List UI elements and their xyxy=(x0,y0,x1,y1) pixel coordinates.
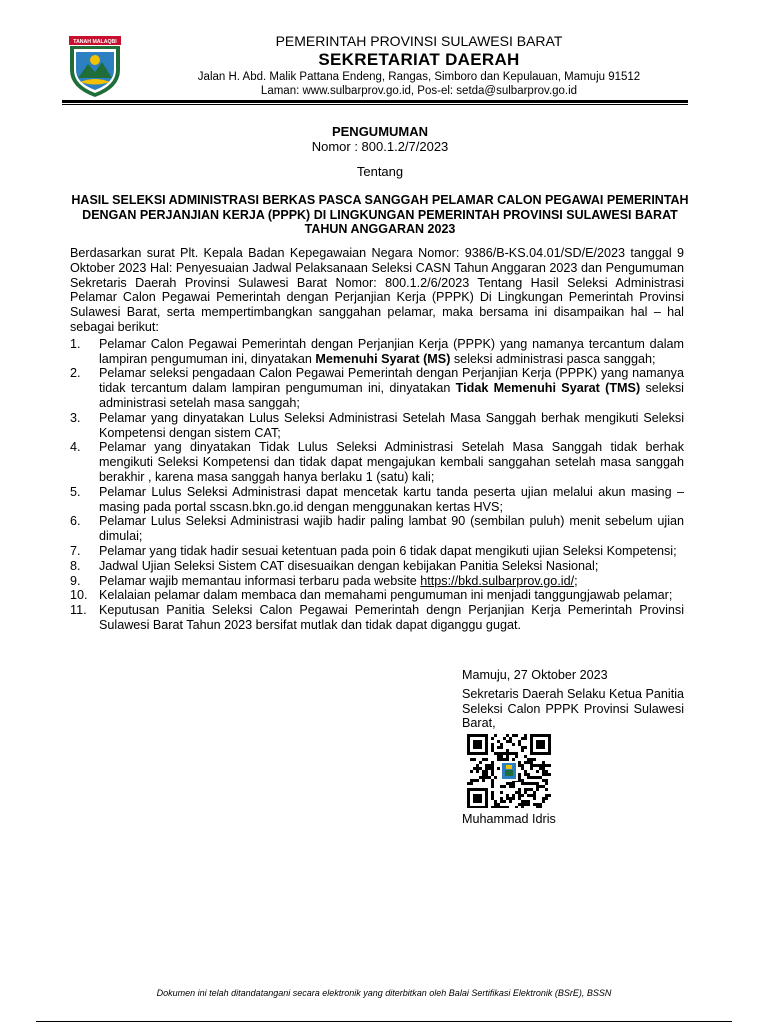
signature-place-date: Mamuju, 27 Oktober 2023 xyxy=(462,668,608,682)
office-name: SEKRETARIAT DAERAH xyxy=(318,50,520,69)
announcement-body xyxy=(70,246,684,633)
list-item xyxy=(70,366,684,410)
item-text: Pelamar Lulus Seleksi Administrasi dapat mencetak kartu tanda peserta ujian melalui akun masing – masing pada portal sscasn.bkn.go.id dengan menggunakan kertas HVS; xyxy=(99,484,684,514)
list-item xyxy=(70,559,684,574)
announcement-about: Tentang xyxy=(356,164,404,179)
item-number: 11. xyxy=(70,603,87,618)
qr-signature-code-icon xyxy=(467,734,551,808)
list-item xyxy=(70,411,684,441)
provincial-emblem-icon xyxy=(66,36,124,98)
item-text: Pelamar wajib memantau informasi terbaru pada website xyxy=(99,573,421,588)
item-number: 5. xyxy=(70,484,81,499)
item-text: Keputusan Panitia Seleksi Calon Pegawai Pemerintah dengn Perjanjian Kerja Pemerintah Provinsi Sulawesi Barat Tahun 2023 bersifat mutlak dan tidak dapat diganggu gugat. xyxy=(99,603,684,632)
signatory-name: Muhammad Idris xyxy=(462,812,556,826)
letterhead xyxy=(60,30,700,102)
footer-rule xyxy=(36,1021,732,1022)
list-item xyxy=(70,574,684,589)
item-text: Jadwal Ujian Seleksi Sistem CAT disesuaikan dengan kebijakan Panitia Seleksi Nasional; xyxy=(99,558,599,573)
item-text: Pelamar yang tidak hadir sesuai ketentuan pada poin 6 tidak dapat mengikuti ujian Seleksi Kompetensi; xyxy=(99,543,677,558)
list-item xyxy=(70,603,684,633)
item-text: Pelamar Lulus Seleksi Administrasi wajib hadir paling lambat 90 (sembilan puluh) menit sebelum ujian dimulai; xyxy=(99,514,684,544)
office-contact: Laman: www.sulbarprov.go.id, Pos-el: setda@sulbarprov.go.id xyxy=(260,85,578,97)
item-number: 4. xyxy=(70,440,81,455)
item-number: 1. xyxy=(70,336,81,351)
item-number: 9. xyxy=(70,573,81,588)
announcement-number: Nomor : 800.1.2/7/2023 xyxy=(311,139,449,154)
item-text-tail: ; xyxy=(574,573,578,588)
list-item xyxy=(70,588,684,603)
item-number: 10. xyxy=(70,588,88,603)
bkd-website-link[interactable]: https://bkd.sulbarprov.go.id/ xyxy=(420,573,575,588)
item-text: Kelalaian pelamar dalam membaca dan memahami pengumuman ini menjadi tanggungjawab pelamar; xyxy=(99,588,673,603)
item-emphasis: Memenuhi Syarat (MS) xyxy=(315,351,451,366)
item-text: Pelamar yang dinyatakan Tidak Lulus Seleksi Administrasi Setelah Masa Sanggah tidak berhak mengikuti Seleksi Kompetensi dan tidak dapat mengajukan kembali sanggahan setelah masa sanggah berakhir , karena masa sanggah hanya berlaku 1 (satu) kali; xyxy=(99,440,684,484)
item-number: 3. xyxy=(70,410,81,425)
emblem-label: TANAH MALAQBI xyxy=(73,38,117,45)
list-item xyxy=(70,544,684,559)
announcement-subject: HASIL SELEKSI ADMINISTRASI BERKAS PASCA SANGGAH PELAMAR CALON PEGAWAI PEMERINTAH DENGAN PERJANJIAN KERJA (PPPK) DI LINGKUNGAN PEMERINTAH PROVINSI SULAWESI BARAT TAHUN ANGGARAN 2023 xyxy=(71,193,689,236)
list-item xyxy=(70,337,684,367)
intro-paragraph: Berdasarkan surat Plt. Kepala Badan Kepegawaian Negara Nomor: 9386/B-KS.04.01/SD/E/2023 tanggal 9 Oktober 2023 Hal: Penyesuaian Jadwal Pelaksanaan Seleksi CASN Tahun Anggaran 2023 dan Pengumuman Sekretaris Daerah Provinsi Sulawesi Barat Nomor: 800.1.2/6/2023 Tentang Hasil Seleksi Administrasi Pelamar Calon Pegawai Pemerintah dengan Perjanjian Kerja (PPPK) Di Lingkungan Pemerintah Provinsi Sulawesi Barat, serta mempertimbangkan sanggahan pelamar, maka bersama ini disampaikan hal – hal sebagai berikut: xyxy=(70,246,684,334)
item-text-tail: seleksi administrasi setelah masa sanggah; xyxy=(99,381,684,410)
announcement-list xyxy=(70,337,684,633)
item-emphasis: Tidak Memenuhi Syarat (TMS) xyxy=(455,381,641,396)
e-signature-footer-note: Dokumen ini telah ditandatangani secara elektronik yang diterbitkan oleh Balai Sertifikasi Elektronik (BSrE), BSSN xyxy=(156,988,612,998)
item-text: Pelamar yang dinyatakan Lulus Seleksi Administrasi Setelah Masa Sanggah berhak mengikuti Seleksi Kompetensi dengan sistem CAT; xyxy=(99,410,684,440)
list-item xyxy=(70,440,684,484)
item-text-tail: seleksi administrasi pasca sanggah; xyxy=(450,351,656,366)
letterhead-rule-thin xyxy=(62,104,688,105)
signatory-title: Sekretaris Daerah Selaku Ketua Panitia Seleksi Calon PPPK Provinsi Sulawesi Barat, xyxy=(462,686,684,731)
item-text: Pelamar seleksi pengadaan Calon Pegawai Pemerintah dengan Perjanjian Kerja (PPPK) yang namanya tidak tercantum dalam lampiran pengumuman ini, dinyatakan xyxy=(99,366,684,396)
item-number: 6. xyxy=(70,514,81,529)
announcement-title: PENGUMUMAN xyxy=(331,124,429,139)
announcement-heading xyxy=(60,124,700,237)
office-address: Jalan H. Abd. Malik Pattana Endeng, Rangas, Simboro dan Kepulauan, Mamuju 91512 xyxy=(197,71,641,83)
item-number: 2. xyxy=(70,366,81,381)
item-number: 8. xyxy=(70,558,81,573)
signature-block xyxy=(462,668,684,731)
list-item xyxy=(70,485,684,515)
item-text: Pelamar Calon Pegawai Pemerintah dengan Perjanjian Kerja (PPPK) yang namanya tercantum dalam lampiran pengumuman ini, dinyatakan xyxy=(99,336,684,366)
item-number: 7. xyxy=(70,543,81,558)
government-name: PEMERINTAH PROVINSI SULAWESI BARAT xyxy=(275,33,563,49)
letterhead-rule-thick xyxy=(62,100,688,103)
list-item xyxy=(70,514,684,544)
